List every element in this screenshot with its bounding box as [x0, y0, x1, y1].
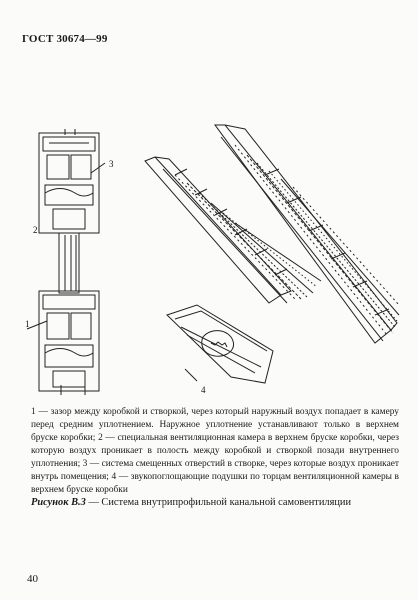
figure-title-label: Рисунок В.3: [31, 497, 86, 508]
callout-4: 4: [201, 385, 206, 395]
end-piece: [167, 305, 273, 383]
callout-2: 2: [33, 225, 38, 235]
figure-caption: [31, 406, 399, 497]
caption-item-4: 4 — звукопоглощающие подушки по торцам вентиляционной камеры в верхнем бруске коробки: [31, 472, 399, 495]
figure-title: [31, 496, 403, 510]
callout-3: 3: [109, 159, 114, 169]
figure-drawing: [25, 115, 400, 400]
callout-1: 1: [25, 319, 30, 329]
caption-item-2: 2 — специальная вентиляционная камера в верхнем бруске коробки, через которую воздух проникает в полость между коробкой и створкой позади внутреннего уплотнения;: [31, 433, 399, 469]
page-header: ГОСТ 30674—99: [22, 33, 108, 45]
page-number: 40: [27, 573, 38, 585]
caption-item-3: 3 — система смещенных отверстий в створке, через которые воздух проникает внутрь помещения;: [31, 459, 399, 482]
cross-section-profile: [27, 129, 105, 395]
hatched-rails: [145, 125, 399, 343]
figure-title-text: — Система внутрипрофильной канальной самовентиляции: [85, 497, 352, 508]
caption-item-1: 1 — зазор между коробкой и створкой, через который наружный воздух попадает в камеру перед средним уплотнением. Наружное уплотнение устанавливают только в верхнем бруске коробки;: [31, 407, 399, 443]
